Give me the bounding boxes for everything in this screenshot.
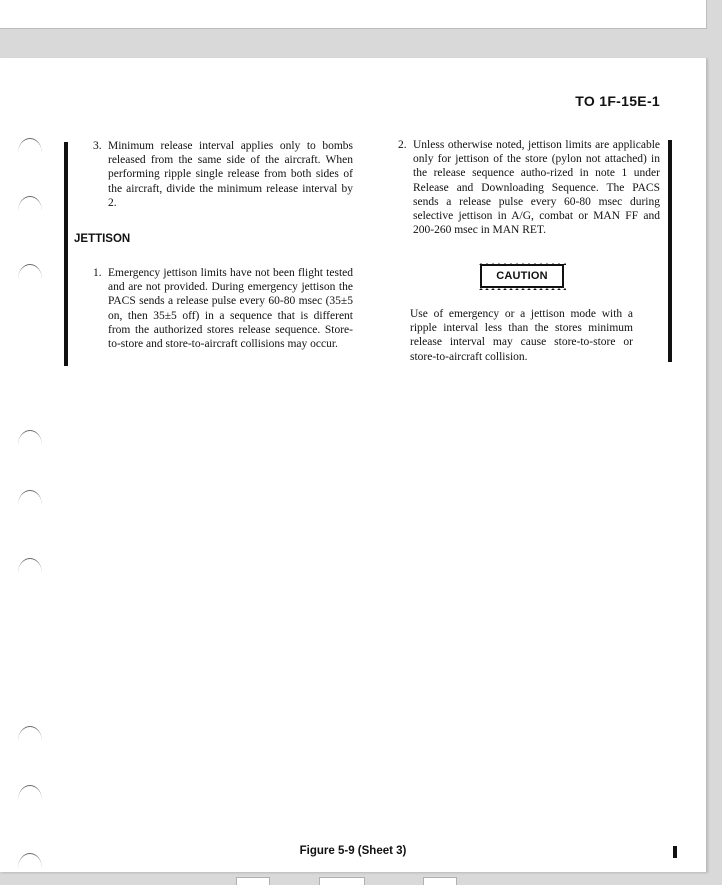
binder-hole-mark bbox=[18, 264, 42, 279]
note-2 bbox=[398, 138, 660, 237]
binder-hole-mark bbox=[18, 558, 42, 573]
binder-hole-mark bbox=[18, 490, 42, 505]
left-change-bar bbox=[64, 142, 68, 366]
binder-hole-mark bbox=[18, 785, 42, 800]
previous-page-edge bbox=[0, 0, 707, 29]
note-text: Minimum release interval applies only to bombs released from the same side of the aircraft. When performing ripple single release from both sides of the aircraft, divide the minimum release interval by 2. bbox=[108, 140, 353, 209]
right-change-bar bbox=[668, 140, 672, 362]
section-heading-jettison: JETTISON bbox=[74, 233, 131, 245]
binder-hole-mark bbox=[18, 138, 42, 153]
note-number: 1. bbox=[93, 267, 102, 279]
note-number: 3. bbox=[93, 140, 102, 152]
caution-text: Use of emergency or a jettison mode with a ripple interval less than the stores minimum release interval may cause store-to-store or store-to-aircraft collision. bbox=[410, 308, 633, 363]
note-3 bbox=[93, 139, 353, 210]
note-text: Emergency jettison limits have not been flight tested and are not provided. During emergency jettison the PACS sends a release pulse every 60-80 msec (35±5 on, then 35±5 off) in a sequence that is different from the authorized stores release sequence. Store-to-store and store-to-aircraft collisions may occur. bbox=[108, 267, 353, 351]
publication-number: TO 1F-15E-1 bbox=[575, 93, 660, 109]
page-change-mark bbox=[673, 846, 677, 858]
caution-box bbox=[480, 264, 564, 288]
binder-hole-mark bbox=[18, 726, 42, 741]
caution-label: CAUTION bbox=[496, 270, 548, 282]
binder-hole-mark bbox=[18, 196, 42, 211]
note-1 bbox=[93, 266, 353, 351]
figure-caption: Figure 5-9 (Sheet 3) bbox=[299, 845, 407, 857]
document-page bbox=[0, 58, 707, 872]
note-number: 2. bbox=[398, 139, 407, 151]
binder-hole-mark bbox=[18, 430, 42, 445]
note-text: Unless otherwise noted, jettison limits are applicable only for jettison of the store (pylon not attached) in the release sequence autho-rized in note 1 under Release and Downloading Sequence. The PACS sends a release pulse every 60-80 msec during selective jettison in A/G, combat or MAN FF and 200-260 msec in MAN RET. bbox=[413, 139, 660, 237]
